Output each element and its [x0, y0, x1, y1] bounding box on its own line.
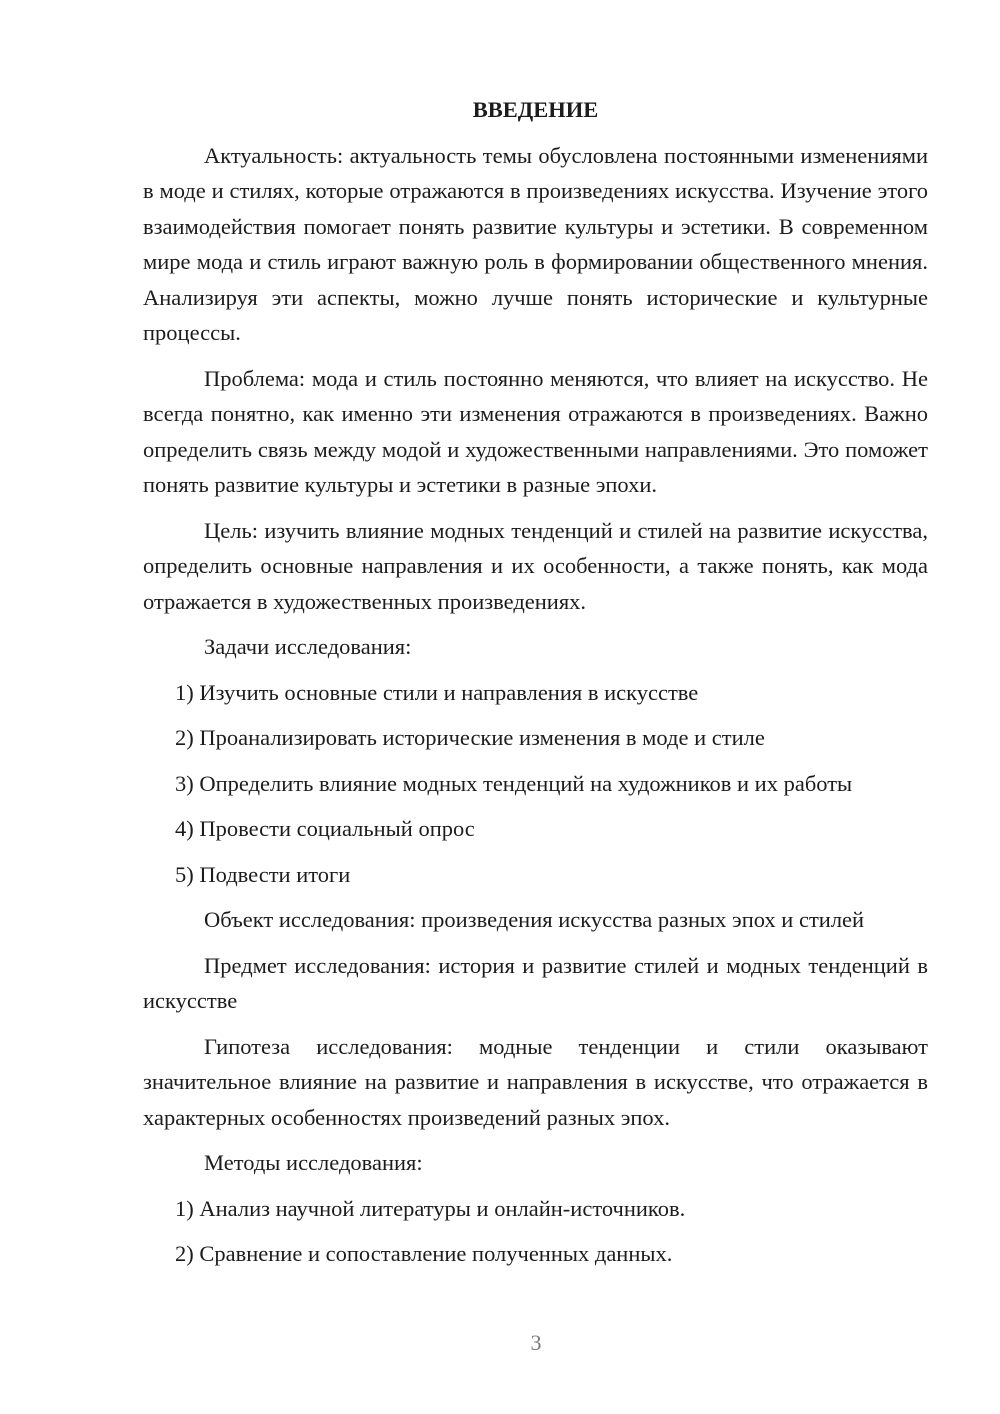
page-title: ВВЕДЕНИЕ	[472, 97, 599, 122]
list-item: 1) Анализ научной литературы и онлайн-источников.	[175, 1195, 686, 1221]
relevance-paragraph: Актуальность: актуальность темы обусловлена постоянными изменениями в моде и стилях, которые отражаются в произведениях искусства. Изучение этого взаимодействия помогает понять развитие культуры и эстетики. В современном мире мода и стиль играют важную роль в формировании общественного мнения. Анализируя эти аспекты, можно лучше понять исторические и культурные процессы.	[143, 142, 928, 345]
page-number: 3	[530, 1330, 542, 1355]
list-item: 2) Сравнение и сопоставление полученных данных.	[175, 1241, 673, 1266]
hypothesis-paragraph: Гипотеза исследования: модные тенденции и стили оказывают значительное влияние на развитие и направления в искусстве, что отражается в характерных особенностях произведений разных эпох.	[143, 1033, 928, 1130]
methods-heading: Методы исследования:	[204, 1150, 423, 1175]
methods-list	[143, 1191, 928, 1272]
tasks-list	[143, 675, 928, 893]
tasks-heading: Задачи исследования:	[204, 634, 412, 659]
list-item: 5) Подвести итоги	[175, 861, 351, 887]
problem-paragraph: Проблема: мода и стиль постоянно меняются, что влияет на искусство. Не всегда понятно, как именно эти изменения отражаются в произведениях. Важно определить связь между модой и художественными направлениями. Это поможет понять развитие культуры и эстетики в разные эпохи.	[143, 365, 928, 497]
list-item: 1) Изучить основные стили и направления в искусстве	[175, 679, 699, 705]
object-paragraph: Объект исследования: произведения искусства разных эпох и стилей	[204, 907, 865, 932]
list-item: 2) Проанализировать исторические изменения в моде и стиле	[175, 725, 765, 750]
subject-paragraph: Предмет исследования: история и развитие стилей и модных тенденций в искусстве	[143, 952, 928, 1013]
document-page	[143, 92, 928, 1282]
goal-paragraph: Цель: изучить влияние модных тенденций и стилей на развитие искусства, определить основные направления и их особенности, а также понять, как мода отражается в художественных произведениях.	[143, 517, 928, 614]
list-item: 3) Определить влияние модных тенденций на художников и их работы	[175, 770, 853, 796]
list-item: 4) Провести социальный опрос	[175, 816, 475, 841]
